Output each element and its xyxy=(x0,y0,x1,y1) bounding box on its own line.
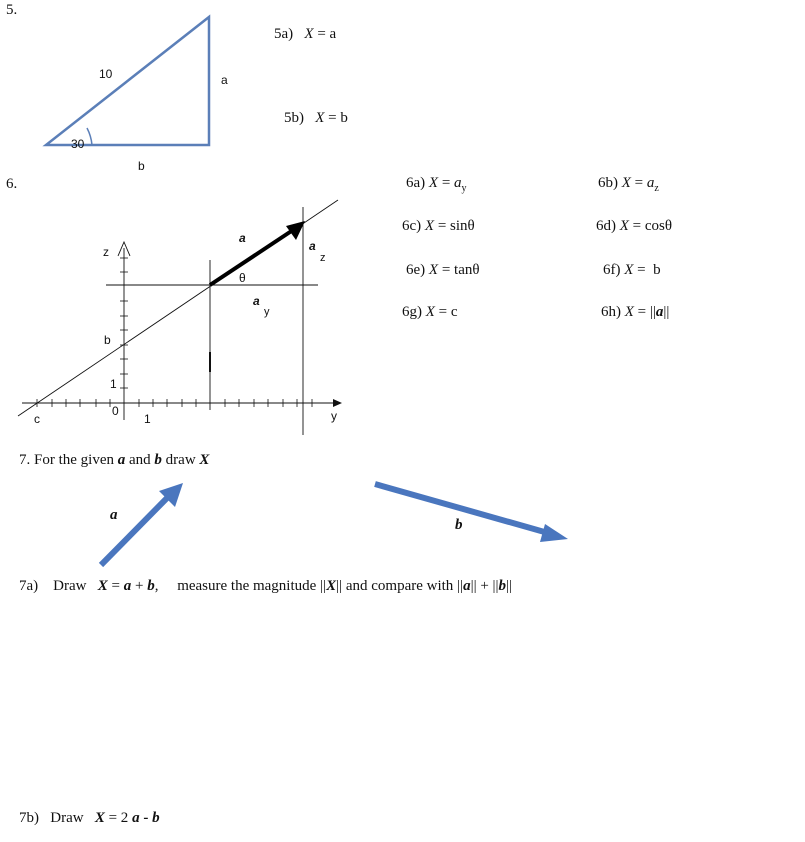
q6e-x: X xyxy=(428,262,439,278)
q6b-var: a xyxy=(646,175,655,191)
right-triangle xyxy=(46,17,209,145)
q5b-label: 5b) xyxy=(284,110,304,126)
q7a-draw: Draw xyxy=(53,578,87,594)
z-one-label: 1 xyxy=(110,377,117,391)
q6b-sub: z xyxy=(654,183,659,194)
q6h-end: || xyxy=(663,304,670,320)
q6h-eq: = || xyxy=(633,304,656,320)
p7-intro-text-3: draw xyxy=(161,452,200,468)
q7a-plus: + xyxy=(131,578,148,594)
question-5b xyxy=(284,110,348,127)
q7b-eq: = 2 xyxy=(104,810,133,826)
q7a-label: 7a) xyxy=(19,578,39,594)
q7a-measure-2: || and compare with || xyxy=(336,578,464,594)
p7-intro-text-1: 7. For the given xyxy=(19,452,118,468)
problem-7-intro xyxy=(19,452,209,469)
triangle-hyp-label: 10 xyxy=(99,67,113,81)
q6f-label: 6f) xyxy=(603,262,621,278)
vector-b-arrow-head xyxy=(540,524,568,542)
vector-a-label: a xyxy=(239,231,246,245)
question-6a xyxy=(406,175,467,194)
p7-intro-x: X xyxy=(199,452,210,468)
q6d-label: 6d) xyxy=(596,218,616,234)
q6c-label: 6c) xyxy=(402,218,422,234)
q6a-sub: y xyxy=(461,183,467,194)
q6c-rhs: = sinθ xyxy=(434,218,475,234)
q6a-label: 6a) xyxy=(406,175,426,191)
b-intercept-label: b xyxy=(104,333,111,347)
vector-b-arrow-label: b xyxy=(455,517,463,533)
q5a-rhs: = a xyxy=(313,26,337,42)
q6g-x: X xyxy=(425,304,435,320)
q7b-label: 7b) xyxy=(19,810,39,826)
question-6d xyxy=(596,218,672,235)
q6g-rhs: = c xyxy=(434,304,458,320)
q5b-x: X xyxy=(315,110,325,126)
vector-a-line xyxy=(210,228,296,285)
q7b-draw: Draw xyxy=(50,810,84,826)
theta-label: θ xyxy=(239,271,246,285)
q7a-measure-x: X xyxy=(326,578,337,594)
q6a-x: X xyxy=(428,175,439,191)
q6d-x: X xyxy=(619,218,629,234)
triangle-side-a-label: a xyxy=(221,73,228,87)
y-axis-label: y xyxy=(331,409,337,423)
ay-label: a xyxy=(253,294,260,308)
q7a-measure-4: || xyxy=(506,578,513,594)
az-subscript: z xyxy=(320,252,326,264)
q7a-measure-1: measure the magnitude || xyxy=(177,578,327,594)
q7b-b: b xyxy=(152,810,160,826)
q7a-a: a xyxy=(123,578,132,594)
q6d-rhs: = cosθ xyxy=(628,218,673,234)
question-6e xyxy=(406,262,480,279)
z-axis-label: z xyxy=(103,245,109,259)
q6g-label: 6g) xyxy=(402,304,422,320)
q7a-measure-3: || + || xyxy=(470,578,499,594)
q6b-x: X xyxy=(621,175,631,191)
q7b-x: X xyxy=(94,810,105,826)
q6c-x: X xyxy=(424,218,435,234)
question-6c xyxy=(402,218,475,235)
question-5a xyxy=(274,26,336,43)
triangle-side-b-label: b xyxy=(138,159,145,173)
question-7b xyxy=(19,810,160,827)
y-one-label: 1 xyxy=(144,412,151,426)
p7-intro-b: b xyxy=(154,452,162,468)
q7a-x: X xyxy=(97,578,108,594)
q6h-var: a xyxy=(655,304,664,320)
question-6b xyxy=(598,175,659,194)
q6b-label: 6b) xyxy=(598,175,618,191)
vector-a-arrow-label: a xyxy=(110,507,118,523)
az-label: a xyxy=(309,239,316,253)
q7b-a: a xyxy=(132,810,140,826)
q6a-eq: = xyxy=(438,175,455,191)
q7a-eq: = xyxy=(107,578,124,594)
problem-5-number: 5. xyxy=(6,2,18,18)
p7-intro-a: a xyxy=(117,452,126,468)
q6f-x: X xyxy=(624,262,634,278)
q6f-rhs: = b xyxy=(633,262,661,278)
c-label: c xyxy=(34,412,40,426)
question-6g xyxy=(402,304,458,321)
angle-arc xyxy=(87,128,92,145)
q7a-measure-b: b xyxy=(498,578,507,594)
ay-subscript: y xyxy=(264,306,270,318)
q7a-b: b xyxy=(147,578,155,594)
q6h-label: 6h) xyxy=(601,304,621,320)
q6h-x: X xyxy=(624,304,634,320)
origin-label: 0 xyxy=(112,404,119,418)
coordinate-diagram xyxy=(18,200,342,435)
q6e-rhs: = tanθ xyxy=(438,262,480,278)
q6b-eq: = xyxy=(630,175,647,191)
p7-intro-text-2: and xyxy=(125,452,155,468)
question-7a xyxy=(19,578,512,595)
q5b-rhs: = b xyxy=(324,110,348,126)
q5a-label: 5a) xyxy=(274,26,294,42)
question-6h xyxy=(601,304,669,321)
problem-6-number: 6. xyxy=(6,176,18,192)
q6a-var: a xyxy=(454,175,462,191)
q6e-label: 6e) xyxy=(406,262,426,278)
y-axis-arrowhead xyxy=(333,399,342,407)
question-6f xyxy=(603,262,661,279)
q7a-comma: , xyxy=(154,578,159,594)
q5a-x: X xyxy=(304,26,314,42)
q7b-minus: - xyxy=(139,810,153,826)
q7a-measure-a: a xyxy=(463,578,471,594)
triangle-angle-label: 30 xyxy=(71,137,85,151)
